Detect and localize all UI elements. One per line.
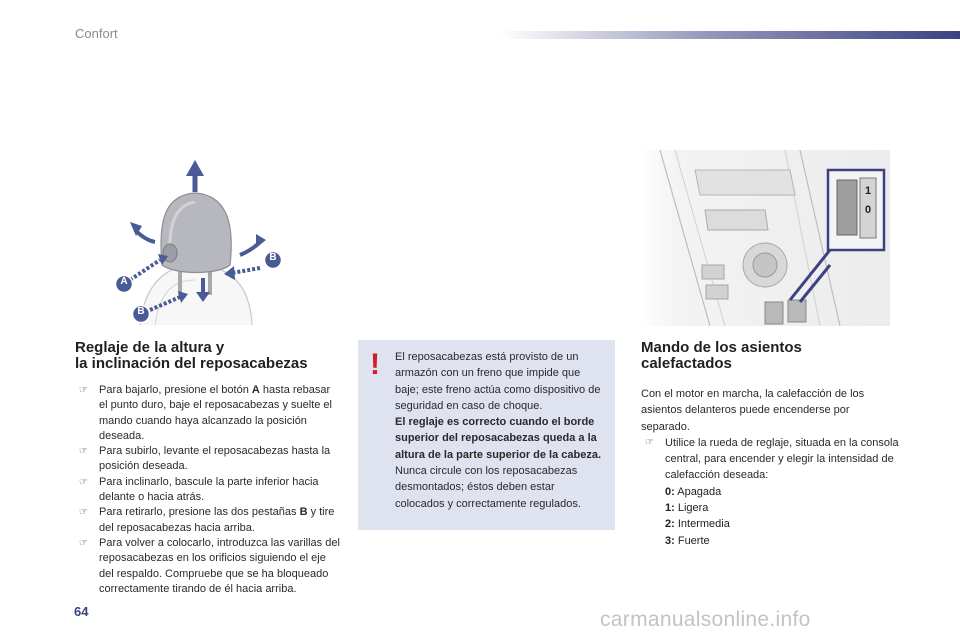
header-rule xyxy=(500,31,960,39)
console-illustration xyxy=(640,150,890,326)
headrest-drawing xyxy=(100,150,290,330)
headrest-title-line1: Reglaje de la altura y xyxy=(75,339,225,356)
heat-level-3: 3: Fuerte xyxy=(665,534,710,547)
heated-seats-intro: Con el motor en marcha, la calefacción de los asientos delanteros puede encenderse por separado. xyxy=(641,388,865,433)
arrow-bullet-icon: ☞ xyxy=(79,537,88,549)
warning-box xyxy=(358,340,615,530)
knob-level-1: 1 xyxy=(864,185,872,197)
page-number: 64 xyxy=(74,604,89,619)
arrow-bullet-icon: ☞ xyxy=(79,385,88,396)
heat-level-1: 1: Ligera xyxy=(665,502,709,515)
list-item: ☞ Para volver a colocarlo, introduzca las varillas del reposacabezas en los orificios siguiendo el eje del respaldo. Compruebe que se ha bloqueado correctamente tirando de él hacia arriba. xyxy=(79,536,340,595)
watermark: carmanualsonline.info xyxy=(600,608,811,631)
heat-level-2: 2: Intermedia xyxy=(665,518,730,531)
headrest-section xyxy=(75,340,340,597)
list-item: ☞ Para subirlo, levante el reposacabezas hasta la posición deseada. xyxy=(79,445,331,473)
label-b-right: B xyxy=(269,252,277,263)
arrow-bullet-icon: ☞ xyxy=(645,436,654,448)
headrest-title xyxy=(75,340,340,372)
section-title: Confort xyxy=(75,26,118,41)
heated-seats-title xyxy=(641,340,901,372)
warning-text-bold: El reglaje es correcto cuando el borde superior del reposacabezas queda a la altura de la parte superior de la cabeza. xyxy=(395,416,602,461)
headrest-steps xyxy=(75,383,340,597)
warning-text-outro: Nunca circule con los reposacabezas desmontados; éstos deben estar colocados y correctamente regulados. xyxy=(395,465,581,510)
warning-text xyxy=(395,349,607,512)
heated-seats-section xyxy=(641,340,901,549)
heated-seats-steps xyxy=(641,435,901,484)
heat-levels xyxy=(641,484,901,549)
headrest-illustration xyxy=(100,150,290,330)
list-item: ☞ Utilice la rueda de reglaje, situada en la consola central, para encender y elegir la intensidad de calefacción deseada: xyxy=(645,436,899,482)
heat-level-0: 0: Apagada xyxy=(665,485,722,498)
warning-icon: ! xyxy=(370,348,380,381)
heated-seats-title-line1: Mando de los asientos xyxy=(641,339,802,356)
arrow-bullet-icon: ☞ xyxy=(79,507,88,519)
arrow-bullet-icon: ☞ xyxy=(79,446,88,458)
label-a: A xyxy=(120,276,128,287)
list-item: ☞ Para inclinarlo, bascule la parte inferior hacia delante o hacia atrás. xyxy=(79,475,319,504)
heated-seats-title-line2: calefactados xyxy=(641,355,732,372)
list-item: ☞ Para retirarlo, presione las dos pestañas B y tire del reposacabezas hacia arriba. xyxy=(79,506,335,534)
warning-text-intro: El reposacabezas está provisto de un armazón con un freno que impide que baje; este freno actúa como dispositivo de seguridad en caso de choque. xyxy=(395,351,601,412)
headrest-title-line2: la inclinación del reposacabezas xyxy=(75,355,308,372)
knob-level-0: 0 xyxy=(864,204,872,216)
console-drawing xyxy=(640,150,890,326)
arrow-bullet-icon: ☞ xyxy=(79,476,88,488)
label-b-left: B xyxy=(137,306,145,317)
list-item: ☞ Para bajarlo, presione el botón A hasta rebasar el punto duro, baje el reposacabezas y suelte el mando cuando haya alcanzado la posición deseada. xyxy=(79,384,332,442)
